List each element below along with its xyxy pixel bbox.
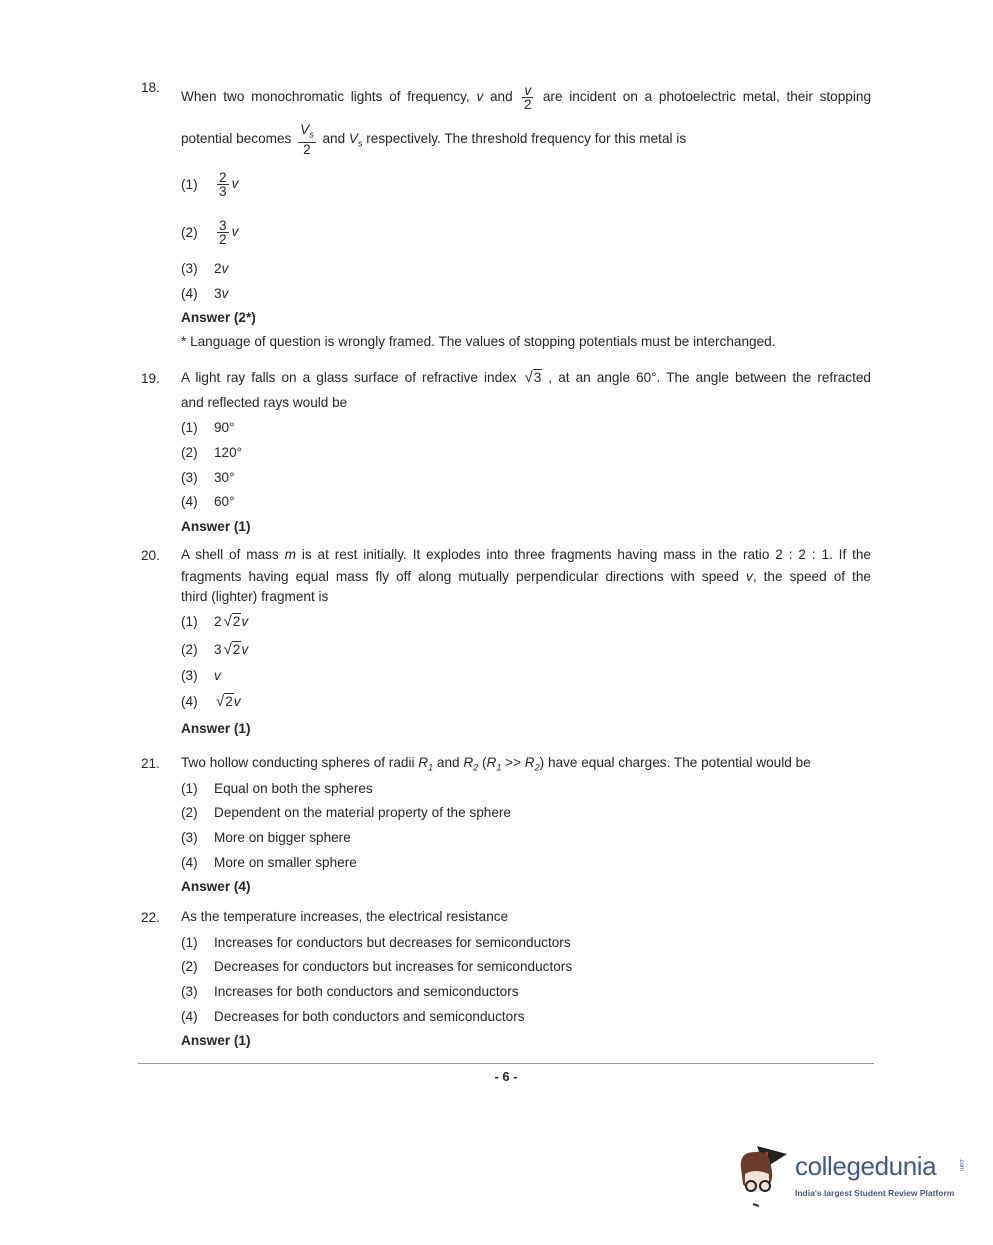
option-3 — [181, 256, 872, 281]
text: Two hollow conducting spheres of radii — [181, 755, 419, 770]
option-label: (1) — [181, 176, 198, 192]
option-content — [214, 668, 221, 683]
question-18 — [141, 76, 872, 355]
option-content — [214, 830, 351, 845]
denominator — [219, 185, 227, 198]
answer: Answer (1) — [181, 720, 251, 736]
option-3 — [181, 465, 872, 490]
option-label: (2) — [181, 224, 198, 240]
text: potential becomes — [181, 131, 296, 146]
option-label: (1) — [181, 780, 198, 796]
radicand: 2 — [225, 694, 233, 710]
text: Increases for both conductors and semiconductors — [214, 983, 519, 999]
option-label: (1) — [181, 934, 198, 950]
option-2 — [181, 440, 872, 465]
option-4 — [181, 489, 872, 514]
text: is at rest initially. It explodes into three fragments having mass in the ratio 2 : 2 : 1. If the — [295, 547, 871, 562]
text: and — [433, 755, 464, 770]
option-label: (3) — [181, 829, 198, 845]
text: Increases for conductors but decreases for semiconductors — [214, 934, 571, 950]
text: A light ray falls on a glass surface of refractive index — [181, 370, 523, 385]
option-1 — [181, 160, 872, 208]
text: are incident on a photoelectric metal, their stopping — [536, 89, 872, 104]
option-content — [214, 984, 519, 999]
radicand: 2 — [232, 613, 241, 629]
radical-icon: √ — [223, 640, 232, 658]
option-1 — [181, 607, 872, 635]
question-number: 18. — [141, 80, 160, 95]
square-root — [224, 613, 242, 630]
fraction — [217, 171, 229, 198]
question-number: 22. — [141, 910, 160, 925]
answer-note: * Language of question is wrongly framed. The values of stopping potentials must be interchanged. — [181, 334, 776, 350]
text: 2 — [523, 96, 532, 112]
question-text-line — [181, 905, 871, 930]
option-4 — [181, 1004, 872, 1029]
text: Decreases for both conductors and semiconductors — [214, 1008, 525, 1024]
text: 3 — [214, 285, 222, 301]
text: >> — [501, 755, 525, 770]
question-number: 20. — [141, 548, 160, 563]
math-variable: v — [231, 175, 239, 191]
math-variable: v — [476, 89, 484, 104]
option-content — [214, 445, 242, 460]
option-content — [214, 935, 571, 950]
text: More on bigger sphere — [214, 829, 351, 845]
text: ( — [478, 755, 487, 770]
math-subscripted: $R_1$ — [486, 755, 502, 773]
option-content — [214, 855, 357, 870]
option-label: (2) — [181, 444, 198, 460]
option-content — [214, 494, 235, 509]
text: 3 — [219, 217, 227, 233]
option-label: (3) — [181, 260, 198, 276]
text: 120° — [214, 444, 243, 460]
text: 2 — [219, 169, 227, 185]
question-text-line — [181, 543, 871, 567]
option-content — [214, 959, 572, 974]
subscript: s — [309, 129, 314, 140]
radicand: 2 — [232, 641, 241, 657]
option-content — [214, 470, 235, 485]
option-2 — [181, 800, 872, 825]
option-content — [214, 1009, 525, 1024]
math-variable: v — [221, 260, 229, 276]
text: 90° — [214, 420, 235, 436]
option-label: (3) — [181, 469, 198, 485]
option-3 — [181, 663, 872, 688]
option-4 — [181, 850, 872, 875]
text: 30° — [214, 469, 235, 485]
collegedunia-logo[interactable] — [735, 1138, 985, 1208]
math-variable: v — [746, 569, 753, 584]
option-label: (4) — [181, 1008, 198, 1024]
option-3 — [181, 979, 872, 1004]
option-label: (4) — [181, 854, 198, 870]
question-number: 21. — [141, 756, 160, 771]
text: More on smaller sphere — [214, 854, 357, 870]
option-label: (1) — [181, 420, 198, 436]
question-text-line — [181, 567, 871, 587]
option-content — [214, 805, 511, 820]
numerator — [217, 171, 229, 185]
option-content — [214, 420, 235, 435]
option-label: (2) — [181, 641, 198, 657]
question-text-line — [181, 751, 871, 776]
option-4 — [181, 281, 872, 306]
numerator — [522, 84, 533, 98]
math-variable: v — [231, 223, 239, 239]
answer: Answer (4) — [181, 879, 251, 895]
option-label: (2) — [181, 805, 198, 821]
text: and reflected rays would be — [181, 394, 348, 410]
option-1 — [181, 415, 872, 440]
text: As the temperature increases, the electrical resistance — [181, 909, 509, 924]
text: Equal on both the spheres — [214, 780, 373, 796]
question-number: 19. — [141, 371, 160, 386]
text: 2 — [214, 260, 222, 276]
logo-tagline: India's largest Student Review Platform — [795, 1188, 955, 1198]
page-number: - 6 - — [494, 1069, 518, 1084]
math-subscripted: $R_1$ — [418, 755, 434, 773]
question-text-line — [181, 391, 871, 416]
fraction — [298, 123, 316, 156]
radical-icon: √ — [223, 612, 232, 630]
footer-divider — [138, 1063, 874, 1064]
question-text-line — [181, 118, 871, 160]
text: and — [318, 131, 349, 146]
subscript: 2 — [473, 762, 479, 773]
option-2 — [181, 208, 872, 256]
text: fragments having equal mass fly off along mutually perpendicular directions with speed — [181, 569, 747, 584]
option-2 — [181, 954, 872, 979]
answer: Answer (2*) — [181, 310, 256, 326]
option-content — [214, 261, 228, 276]
text: 2 — [214, 613, 222, 629]
question-20 — [141, 543, 872, 740]
text: 60° — [214, 494, 235, 510]
math-variable: v — [241, 641, 249, 657]
option-label: (4) — [181, 285, 198, 301]
fraction — [217, 219, 229, 246]
option-2 — [181, 635, 872, 663]
text: 2 — [303, 141, 311, 157]
option-1 — [181, 930, 872, 955]
option-content — [214, 219, 238, 246]
option-content — [214, 286, 228, 301]
text: 3 — [219, 183, 227, 199]
question-19 — [141, 366, 872, 539]
square-root — [216, 693, 234, 710]
mascot-icon — [735, 1138, 795, 1208]
denominator — [524, 98, 532, 111]
math-variable: v — [233, 694, 241, 710]
text: and — [483, 89, 520, 104]
square-root — [525, 366, 543, 391]
text: Dependent on the material property of the sphere — [214, 805, 511, 821]
question-22 — [141, 905, 872, 1053]
math-variable: v — [221, 285, 229, 301]
math-variable: v — [241, 613, 249, 629]
numerator — [298, 123, 316, 143]
subscript: s — [358, 138, 363, 149]
radical-icon: √ — [216, 693, 225, 711]
question-text-line — [181, 587, 871, 607]
text: third (lighter) fragment is — [181, 589, 329, 604]
option-content — [214, 693, 241, 710]
logo-suffix: .com — [958, 1158, 964, 1172]
subscript: 2 — [534, 762, 540, 773]
denominator — [303, 143, 311, 156]
question-21 — [141, 751, 872, 899]
math-variable: v — [524, 82, 532, 98]
option-content — [214, 781, 373, 796]
text: 2 — [219, 231, 227, 247]
option-content — [214, 641, 248, 658]
math-subscripted: $V_s$ — [348, 131, 363, 149]
radical-icon: √ — [524, 369, 533, 386]
option-4 — [181, 688, 872, 716]
option-label: (4) — [181, 494, 198, 510]
logo-wordmark: collegedunia — [795, 1151, 937, 1181]
math-subscripted: $R_2$ — [463, 755, 479, 773]
option-content — [214, 613, 248, 630]
option-label: (2) — [181, 959, 198, 975]
subscript: 1 — [496, 762, 502, 773]
text: ) have equal charges. The potential would be — [539, 755, 811, 770]
text: Decreases for conductors but increases for semiconductors — [214, 959, 573, 975]
text: 3 — [214, 641, 222, 657]
fraction — [522, 84, 533, 111]
option-label: (3) — [181, 667, 198, 683]
text: When two monochromatic lights of frequency, — [181, 89, 477, 104]
option-content — [214, 171, 238, 198]
numerator — [217, 219, 229, 233]
answer: Answer (1) — [181, 518, 251, 534]
option-1 — [181, 776, 872, 801]
option-label: (4) — [181, 694, 198, 710]
denominator — [219, 233, 227, 246]
text: , at an angle 60°. The angle between the refracted — [542, 370, 871, 385]
option-label: (1) — [181, 613, 198, 629]
text: respectively. The threshold frequency for this metal is — [362, 131, 687, 146]
math-subscripted: $V_s$ — [300, 122, 314, 140]
text: , the speed of the — [752, 569, 871, 584]
subscript: 1 — [428, 762, 434, 773]
question-text-line — [181, 76, 871, 118]
text: A shell of mass — [181, 547, 285, 562]
radicand: 3 — [533, 370, 542, 385]
option-3 — [181, 825, 872, 850]
math-variable: v — [214, 667, 221, 683]
option-label: (3) — [181, 983, 198, 999]
square-root — [224, 641, 242, 658]
math-variable: m — [284, 547, 296, 562]
math-subscripted: $R_2$ — [524, 755, 540, 773]
answer: Answer (1) — [181, 1033, 251, 1049]
question-text-line — [181, 366, 871, 391]
